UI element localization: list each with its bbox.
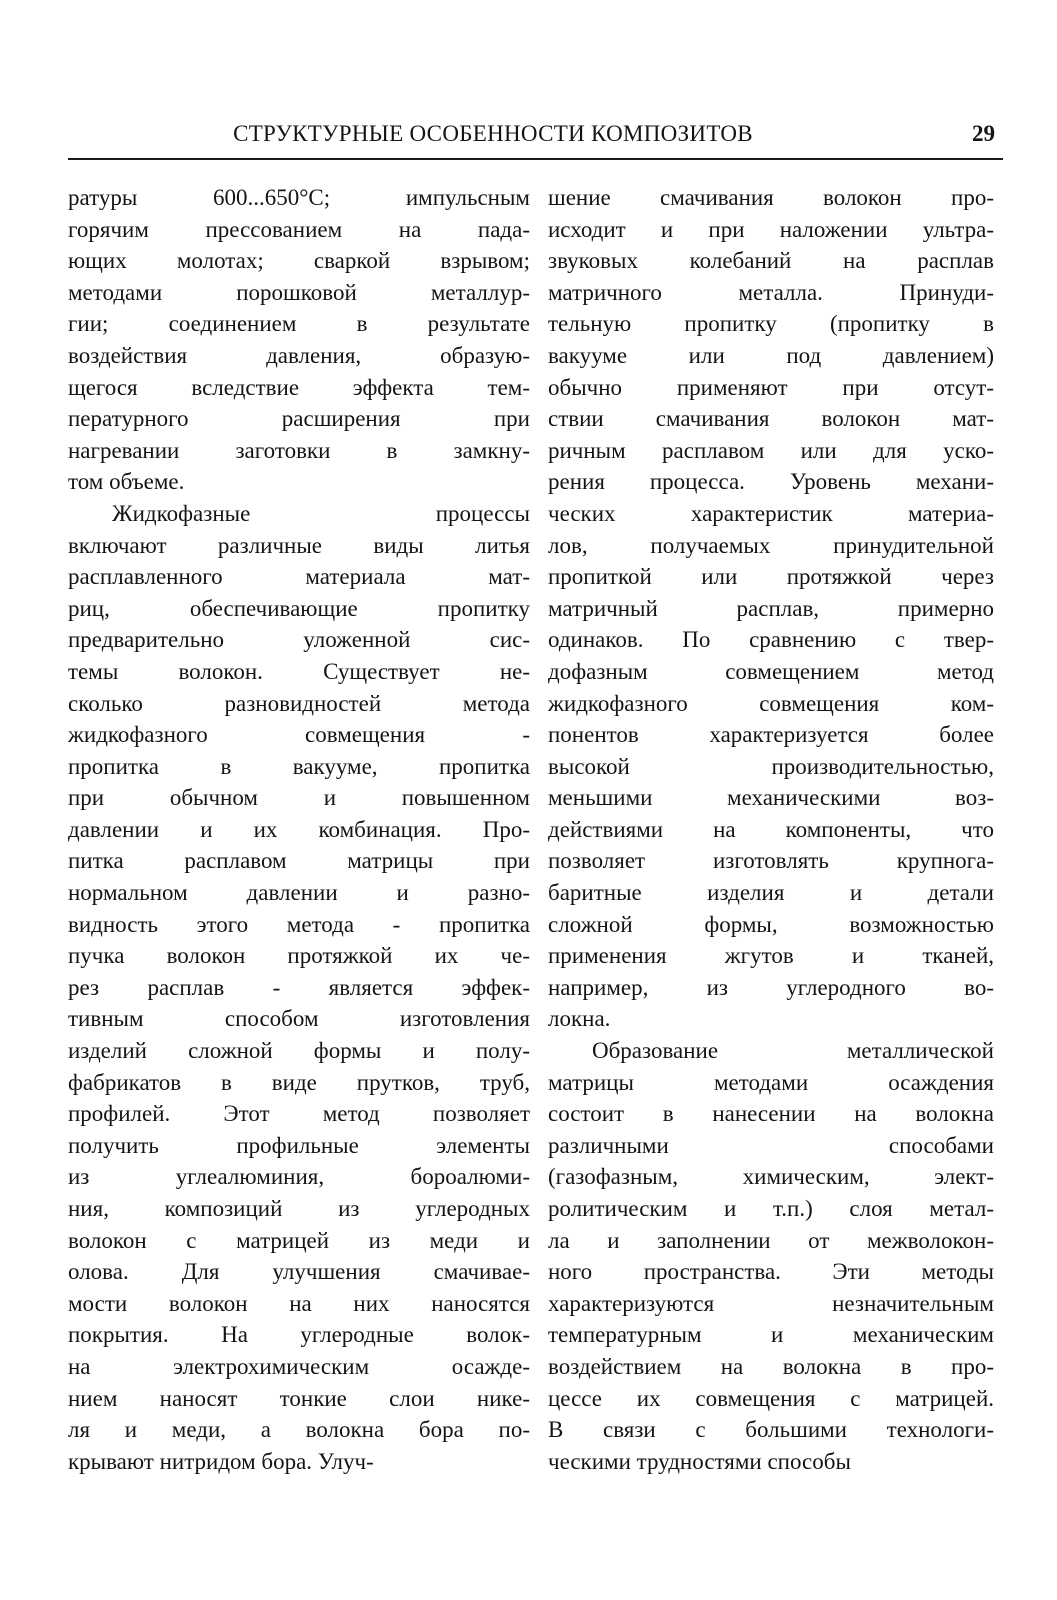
text-line: щегося вследствие эффекта тем- [68,374,530,400]
text-line: расплавленного материала мат- [68,564,530,590]
text-line: ющих молотах; сваркой взрывом; [68,248,530,274]
text-line: пературного расширения при [68,406,530,432]
text-line: рез расплав - является эффек- [68,974,530,1000]
text-line: включают различные виды литья [68,532,530,558]
text-line: при обычном и повышенном [68,785,530,811]
text-line: рения процесса. Уровень механи- [548,469,994,495]
text-line: звуковых колебаний на расплав [548,248,994,274]
text-line: цессе их совмещения с матрицей. [548,1385,994,1411]
text-line: волокон с матрицей из меди и [68,1227,530,1253]
text-line: покрытия. На углеродные волок- [68,1322,530,1348]
text-line: риц, обеспечивающие пропитку [68,595,530,621]
text-line: нагревании заготовки в замкну- [68,437,530,463]
text-line: нормальном давлении и разно- [68,880,530,906]
text-line: меньшими механическими воз- [548,785,994,811]
page-number: 29 [972,121,995,146]
text-line: например, из углеродного во- [548,974,994,1000]
text-line: мости волокон на них наносятся [68,1290,530,1316]
text-line: видность этого метода - пропитка [68,911,530,937]
text-line: баритные изделия и детали [548,880,994,906]
text-line: гии; соединением в результате [68,311,530,337]
paragraph [68,182,530,498]
text-line: пропитка в вакууме, пропитка [68,753,530,779]
text-line: предварительно уложенной сис- [68,627,530,653]
text-line: температурным и механическим [548,1322,994,1348]
text-line: пучка волокон протяжкой их че- [68,943,530,969]
text-line: сложной формы, возможностью [548,911,994,937]
text-line: сколько разновидностей метода [68,690,530,716]
text-line: на электрохимическим осажде- [68,1353,530,1379]
text-line: изделий сложной формы и полу- [68,1038,530,1064]
paragraph [548,1035,994,1477]
text-line: воздействия давления, образую- [68,342,530,368]
paragraph [68,498,530,1477]
text-line: ния, композиций из углеродных [68,1196,530,1221]
text-line: крывают нитридом бора. Улуч- [68,1448,374,1474]
text-line: обычно применяют при отсут- [548,374,994,400]
text-line: олова. Для улучшения смачивае- [68,1259,530,1285]
text-line: ческими трудностями способы [548,1448,851,1474]
text-line: матричный расплав, примерно [548,595,994,621]
text-line: различными способами [548,1132,994,1158]
text-line: состоит в нанесении на волокна [548,1101,994,1127]
text-line: позволяет изготовлять крупнога- [548,848,994,874]
text-line: пропиткой или протяжкой через [548,564,994,590]
text-line: действиями на компоненты, что [548,816,994,842]
text-line: жидкофазного совмещения - [68,722,530,748]
text-line: понентов характеризуется более [548,722,994,748]
text-line: давлении и их комбинация. Про- [68,816,530,842]
text-line: тивным способом изготовления [68,1006,530,1032]
text-line: жидкофазного совмещения ком- [548,690,994,716]
text-line: ратуры 600...650°С; импульсным [68,185,530,210]
text-line: нием наносят тонкие слои нике- [68,1385,530,1411]
text-line: темы волокон. Существует не- [68,658,530,684]
text-line: характеризуются незначительным [548,1290,994,1316]
text-line: горячим прессованием на пада- [68,216,530,242]
text-line: фабрикатов в виде прутков, труб, [68,1069,530,1095]
text-line: питка расплавом матрицы при [68,848,530,874]
text-line: лов, получаемых принудительной [548,532,994,558]
text-line: дофазным совмещением метод [548,658,994,684]
text-line: методами порошковой металлур- [68,279,530,305]
text-line: ствии смачивания волокон мат- [548,406,994,432]
text-line: матричного металла. Принуди- [548,279,994,305]
text-line: (газофазным, химическим, элект- [548,1164,994,1190]
running-header [68,118,1003,160]
text-line: локна. [548,1006,611,1032]
paragraph [548,182,994,1035]
text-line: ричным расплавом или для уско- [548,437,994,463]
text-line: ролитическим и т.п.) слоя метал- [548,1196,994,1221]
text-line: профилей. Этот метод позволяет [68,1101,530,1127]
text-line: исходит и при наложении ультра- [548,216,994,242]
text-line: получить профильные элементы [68,1132,530,1158]
text-line: ля и меди, а волокна бора по- [68,1417,530,1443]
text-line: вакууме или под давлением) [548,342,994,368]
running-title: СТРУКТУРНЫЕ ОСОБЕННОСТИ КОМПОЗИТОВ [233,121,753,146]
left-text-column [68,182,530,1477]
text-line: воздействием на волокна в про- [548,1353,994,1379]
text-line: ного пространства. Эти методы [548,1259,994,1285]
text-line: тельную пропитку (пропитку в [548,311,994,337]
text-line: Жидкофазные процессы [112,500,530,526]
text-line: высокой производительностью, [548,753,994,779]
text-line: матрицы методами осаждения [548,1069,994,1095]
text-line: Образование металлической [592,1038,994,1064]
text-line: из углеалюминия, бороалюми- [68,1164,530,1190]
text-line: применения жгутов и тканей, [548,943,994,969]
text-line: одинаков. По сравнению с твер- [548,627,994,653]
text-line: ла и заполнении от межволокон- [548,1227,994,1253]
right-text-column [548,182,994,1477]
text-line: В связи с большими технологи- [548,1417,994,1443]
text-line: том объеме. [68,469,185,495]
text-line: шение смачивания волокон про- [548,185,994,210]
text-line: ческих характеристик материа- [548,500,994,526]
